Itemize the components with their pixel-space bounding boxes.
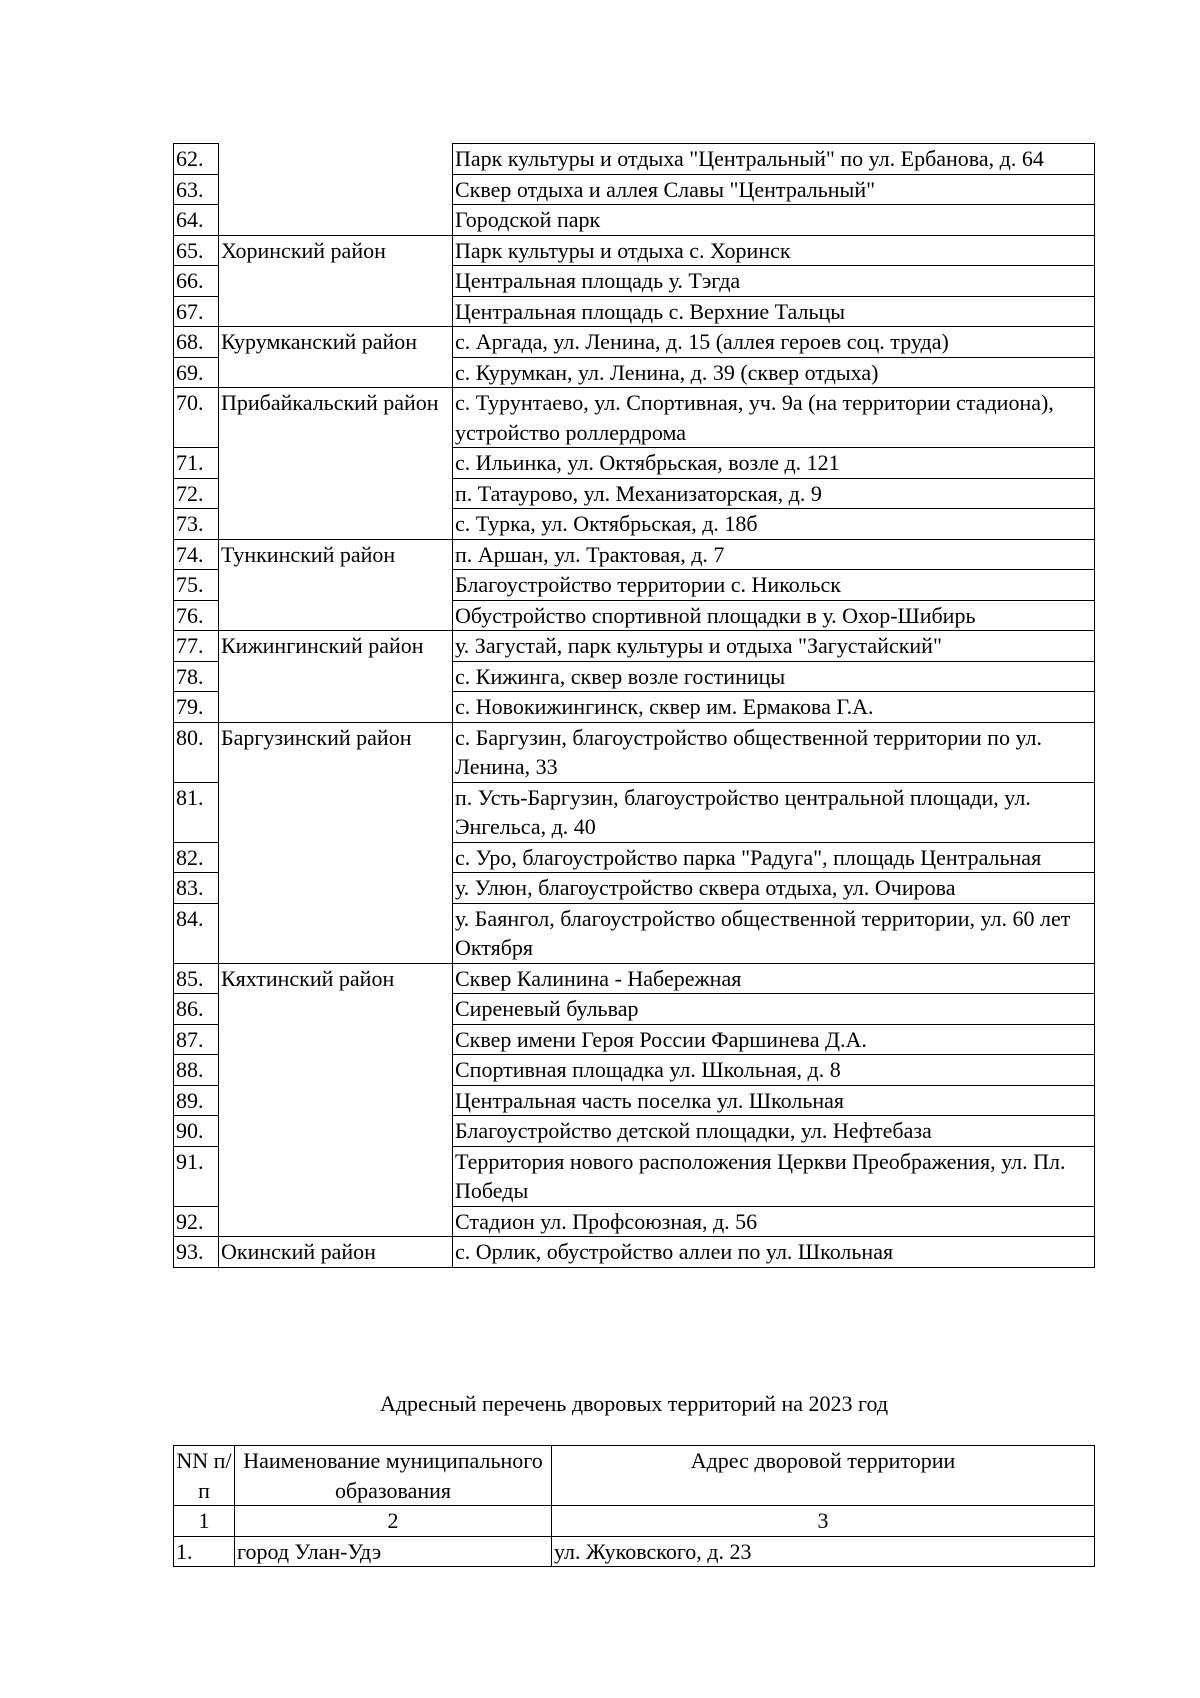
row-num: 72. [174,478,219,509]
row-district: Тункинский район [219,539,453,570]
row-address: Сиреневый бульвар [453,994,1095,1025]
row-num: 74. [174,539,219,570]
table-row [174,296,1095,327]
table-row [174,235,1095,266]
table-row [174,388,1095,448]
row-district: Хоринский район [219,235,453,266]
row-num: 64. [174,205,219,236]
col-number-3: 3 [552,1506,1095,1537]
row-num: 83. [174,873,219,904]
row-district [219,873,453,904]
row-district [219,174,453,205]
row-num: 85. [174,963,219,994]
row-address: Благоустройство территории с. Никольск [453,570,1095,601]
row-district [219,1116,453,1147]
row-district: Кяхтинский район [219,963,453,994]
row-num: 84. [174,903,219,963]
row-address: п. Усть-Баргузин, благоустройство центральной площади, ул. Энгельса, д. 40 [453,782,1095,842]
row-district [219,509,453,540]
row-address: с. Орлик, обустройство аллеи по ул. Школьная [453,1237,1095,1268]
row-address: с. Новокижингинск, сквер им. Ермакова Г.А. [453,692,1095,723]
row-district [219,478,453,509]
table-row [174,600,1095,631]
table-row [174,570,1095,601]
row-address: Благоустройство детской площадки, ул. Нефтебаза [453,1116,1095,1147]
table-row [174,478,1095,509]
header-address: Адрес дворовой территории [552,1446,1095,1506]
table-row [174,1206,1095,1237]
yard-territories-table [173,1445,1095,1567]
table-row [174,994,1095,1025]
public-territories-table [173,143,1095,1268]
row-district [219,357,453,388]
row-num: 75. [174,570,219,601]
table-row [174,692,1095,723]
table-row [174,174,1095,205]
row-district [219,782,453,842]
row-address: Стадион ул. Профсоюзная, д. 56 [453,1206,1095,1237]
row-num: 91. [174,1146,219,1206]
row-address: с. Уро, благоустройство парка "Радуга", площадь Центральная [453,842,1095,873]
row-num: 66. [174,266,219,297]
row-address: Сквер имени Героя России Фаршинева Д.А. [453,1024,1095,1055]
header-municipality: Наименование муниципального образования [235,1446,552,1506]
row-num: 76. [174,600,219,631]
table-row [174,357,1095,388]
row-num: 92. [174,1206,219,1237]
row-num: 65. [174,235,219,266]
table-row [174,205,1095,236]
row-address: ул. Жуковского, д. 23 [552,1536,1095,1567]
row-district [219,296,453,327]
row-district [219,1085,453,1116]
row-num: 80. [174,722,219,782]
row-district: Курумканский район [219,327,453,358]
row-district [219,266,453,297]
row-num: 77. [174,631,219,662]
row-num: 71. [174,448,219,479]
row-num: 82. [174,842,219,873]
row-address: с. Аргада, ул. Ленина, д. 15 (аллея героев соц. труда) [453,327,1095,358]
row-address: Парк культуры и отдыха с. Хоринск [453,235,1095,266]
row-num: 68. [174,327,219,358]
row-district [219,448,453,479]
row-address: у. Улюн, благоустройство сквера отдыха, ул. Очирова [453,873,1095,904]
row-num: 73. [174,509,219,540]
row-num: 69. [174,357,219,388]
table-row [174,722,1095,782]
row-address: Центральная часть поселка ул. Школьная [453,1085,1095,1116]
row-address: Сквер отдыха и аллея Славы "Центральный" [453,174,1095,205]
row-district [219,1055,453,1086]
row-district [219,661,453,692]
table-row [174,1055,1095,1086]
table-row [174,1116,1095,1147]
row-num: 79. [174,692,219,723]
table-row [174,144,1095,175]
row-address: с. Турунтаево, ул. Спортивная, уч. 9а (на территории стадиона), устройство роллердрома [453,388,1095,448]
table-row [174,266,1095,297]
row-num: 87. [174,1024,219,1055]
table-row [174,539,1095,570]
row-num: 93. [174,1237,219,1268]
row-district [219,842,453,873]
table-row [174,327,1095,358]
col-number-2: 2 [235,1506,552,1537]
table-row [174,963,1095,994]
row-address: Парк культуры и отдыха "Центральный" по ул. Ербанова, д. 64 [453,144,1095,175]
row-district [219,692,453,723]
row-address: у. Баянгол, благоустройство общественной территории, ул. 60 лет Октября [453,903,1095,963]
column-number-row [174,1506,1095,1537]
row-address: с. Ильинка, ул. Октябрьская, возле д. 121 [453,448,1095,479]
row-num: 90. [174,1116,219,1147]
row-municipality: город Улан-Удэ [235,1536,552,1567]
row-address: Территория нового расположения Церкви Преображения, ул. Пл. Победы [453,1146,1095,1206]
col-number-1: 1 [174,1506,235,1537]
table-header-row [174,1446,1095,1506]
table-row [174,782,1095,842]
row-address: Центральная площадь у. Тэгда [453,266,1095,297]
row-num: 81. [174,782,219,842]
row-district [219,600,453,631]
row-address: у. Загустай, парк культуры и отдыха "Загустайский" [453,631,1095,662]
row-num: 78. [174,661,219,692]
row-address: Сквер Калинина - Набережная [453,963,1095,994]
row-district: Окинский район [219,1237,453,1268]
table-row [174,1237,1095,1268]
row-num: 63. [174,174,219,205]
table-row [174,448,1095,479]
table-row [174,903,1095,963]
yard-territories-caption: Адресный перечень дворовых территорий на 2023 год [379,1391,889,1416]
row-address: п. Татаурово, ул. Механизаторская, д. 9 [453,478,1095,509]
table-row [174,842,1095,873]
row-district: Баргузинский район [219,722,453,782]
header-num: NN п/п [174,1446,235,1506]
row-num: 88. [174,1055,219,1086]
row-num: 86. [174,994,219,1025]
row-district [219,1146,453,1206]
row-address: с. Кижинга, сквер возле гостиницы [453,661,1095,692]
row-address: с. Турка, ул. Октябрьская, д. 18б [453,509,1095,540]
row-num: 67. [174,296,219,327]
row-district: Кижингинский район [219,631,453,662]
row-num: 89. [174,1085,219,1116]
table-row [174,1536,1095,1567]
row-address: Центральная площадь с. Верхние Тальцы [453,296,1095,327]
table-row [174,509,1095,540]
row-address: Городской парк [453,205,1095,236]
row-address: Спортивная площадка ул. Школьная, д. 8 [453,1055,1095,1086]
row-num: 62. [174,144,219,175]
row-num: 1. [174,1536,235,1567]
table-row [174,873,1095,904]
row-address: п. Аршан, ул. Трактовая, д. 7 [453,539,1095,570]
table-row [174,661,1095,692]
row-district [219,903,453,963]
row-district [219,994,453,1025]
row-num: 70. [174,388,219,448]
table-row [174,1146,1095,1206]
row-district: Прибайкальский район [219,388,453,448]
row-district [219,144,453,175]
row-district [219,570,453,601]
table-row [174,1085,1095,1116]
row-address: с. Курумкан, ул. Ленина, д. 39 (сквер отдыха) [453,357,1095,388]
row-district [219,205,453,236]
row-address: Обустройство спортивной площадки в у. Охор-Шибирь [453,600,1095,631]
table-row [174,1024,1095,1055]
row-district [219,1206,453,1237]
row-address: с. Баргузин, благоустройство общественной территории по ул. Ленина, 33 [453,722,1095,782]
row-district [219,1024,453,1055]
table-row [174,631,1095,662]
